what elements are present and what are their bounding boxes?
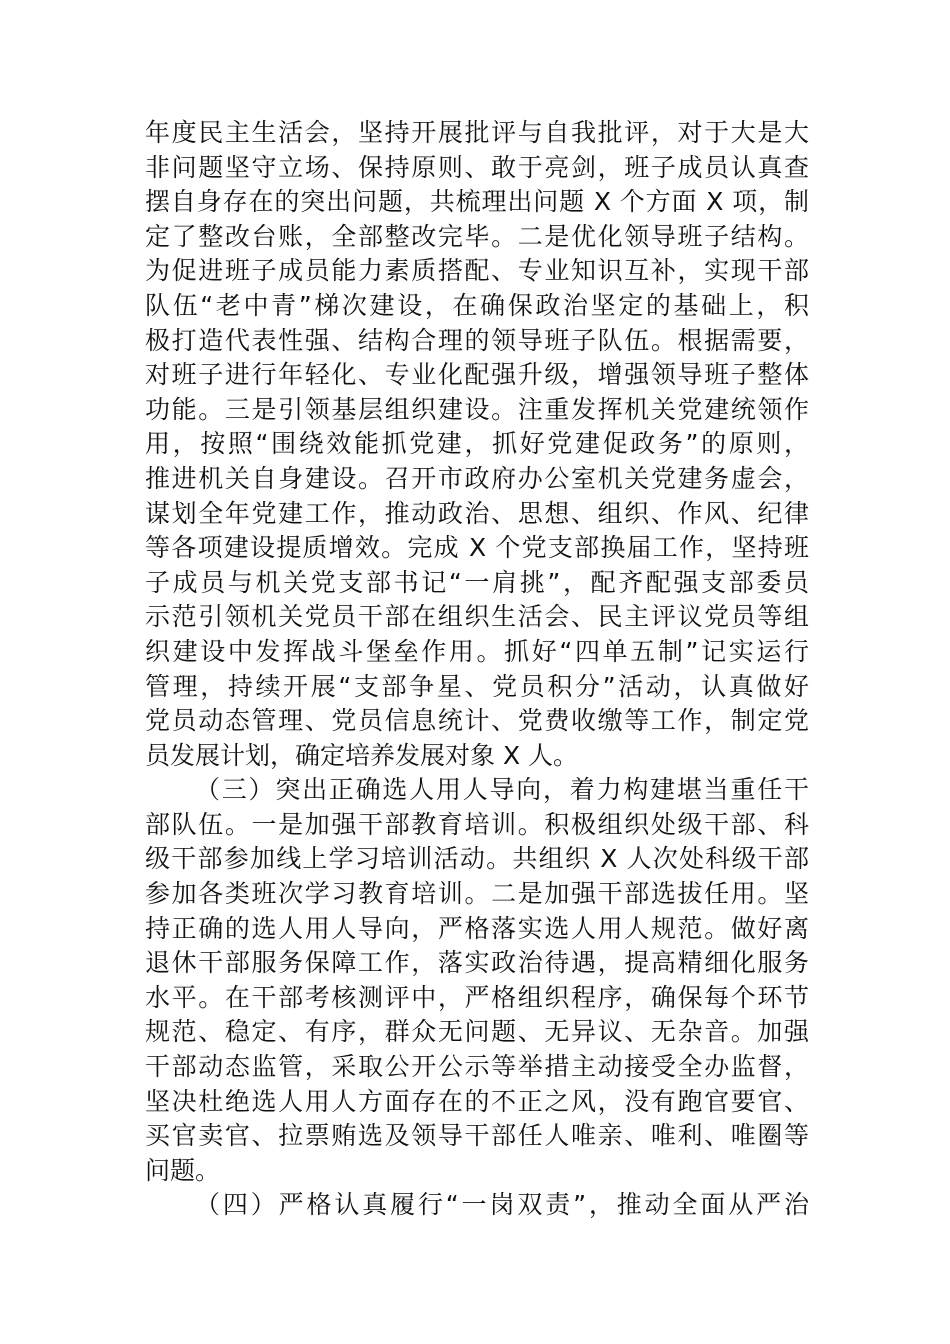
text-line: 管理，持续开展“支部争星、党员积分”活动，认真做好 (145, 671, 809, 701)
text-line: 非问题坚守立场、保持原则、敢于亮剑，班子成员认真查 (145, 152, 809, 182)
text-line: 对班子进行年轻化、专业化配强升级，增强领导班子整体 (145, 360, 809, 390)
text-line: 定了整改台账，全部整改完毕。二是优化领导班子结构。 (145, 221, 809, 251)
body-text (145, 116, 809, 1223)
text-line: 队伍“老中青”梯次建设，在确保政治坚定的基础上，积 (145, 290, 809, 320)
text-line: 谋划全年党建工作，推动政治、思想、组织、作风、纪律 (145, 498, 809, 528)
text-line: 织建设中发挥战斗堡垒作用。抓好“四单五制”记实运行 (145, 636, 809, 666)
text-line: 规范、稳定、有序，群众无问题、无异议、无杂音。加强 (145, 1017, 809, 1047)
text-line: 买官卖官、拉票贿选及领导干部任人唯亲、唯利、唯圈等 (145, 1121, 809, 1151)
text-line: 员发展计划，确定培养发展对象 X 人。 (145, 740, 579, 770)
text-line: （四）严格认真履行“一岗双责”，推动全面从严治 (195, 1190, 809, 1220)
text-line: 为促进班子成员能力素质搭配、专业知识互补，实现干部 (145, 256, 809, 286)
text-line: 坚决杜绝选人用人方面存在的不正之风，没有跑官要官、 (145, 1086, 809, 1116)
text-line: 部队伍。一是加强干部教育培训。积极组织处级干部、科 (145, 809, 809, 839)
text-line: 水平。在干部考核测评中，严格组织程序，确保每个环节 (145, 982, 809, 1012)
text-line: 党员动态管理、党员信息统计、党费收缴等工作，制定党 (145, 706, 809, 736)
text-line: 持正确的选人用人导向，严格落实选人用人规范。做好离 (145, 913, 809, 943)
text-line: 子成员与机关党支部书记“一肩挑”，配齐配强支部委员 (145, 567, 809, 597)
text-line: 干部动态监管，采取公开公示等举措主动接受全办监督， (145, 1052, 809, 1082)
text-line: 用，按照“围绕效能抓党建，抓好党建促政务”的原则， (145, 429, 809, 459)
text-line: 问题。 (145, 1155, 221, 1185)
text-line: 示范引领机关党员干部在组织生活会、民主评议党员等组 (145, 602, 809, 632)
text-line: 年度民主生活会，坚持开展批评与自我批评，对于大是大 (145, 118, 809, 147)
text-line: 极打造代表性强、结构合理的领导班子队伍。根据需要， (145, 325, 809, 355)
text-line: （三）突出正确选人用人导向，着力构建堪当重任干 (195, 775, 809, 805)
text-line: 退休干部服务保障工作，落实政治待遇，提高精细化服务 (145, 948, 809, 978)
text-line: 级干部参加线上学习培训活动。共组织 X 人次处科级干部 (145, 844, 809, 874)
text-line: 参加各类班次学习教育培训。二是加强干部选拔任用。坚 (145, 879, 809, 909)
text-line: 等各项建设提质增效。完成 X 个党支部换届工作，坚持班 (145, 533, 809, 563)
text-line: 功能。三是引领基层组织建设。注重发挥机关党建统领作 (145, 394, 809, 424)
text-line: 摆自身存在的突出问题，共梳理出问题 X 个方面 X 项，制 (145, 187, 809, 217)
text-line: 推进机关自身建设。召开市政府办公室机关党建务虚会， (145, 463, 809, 493)
